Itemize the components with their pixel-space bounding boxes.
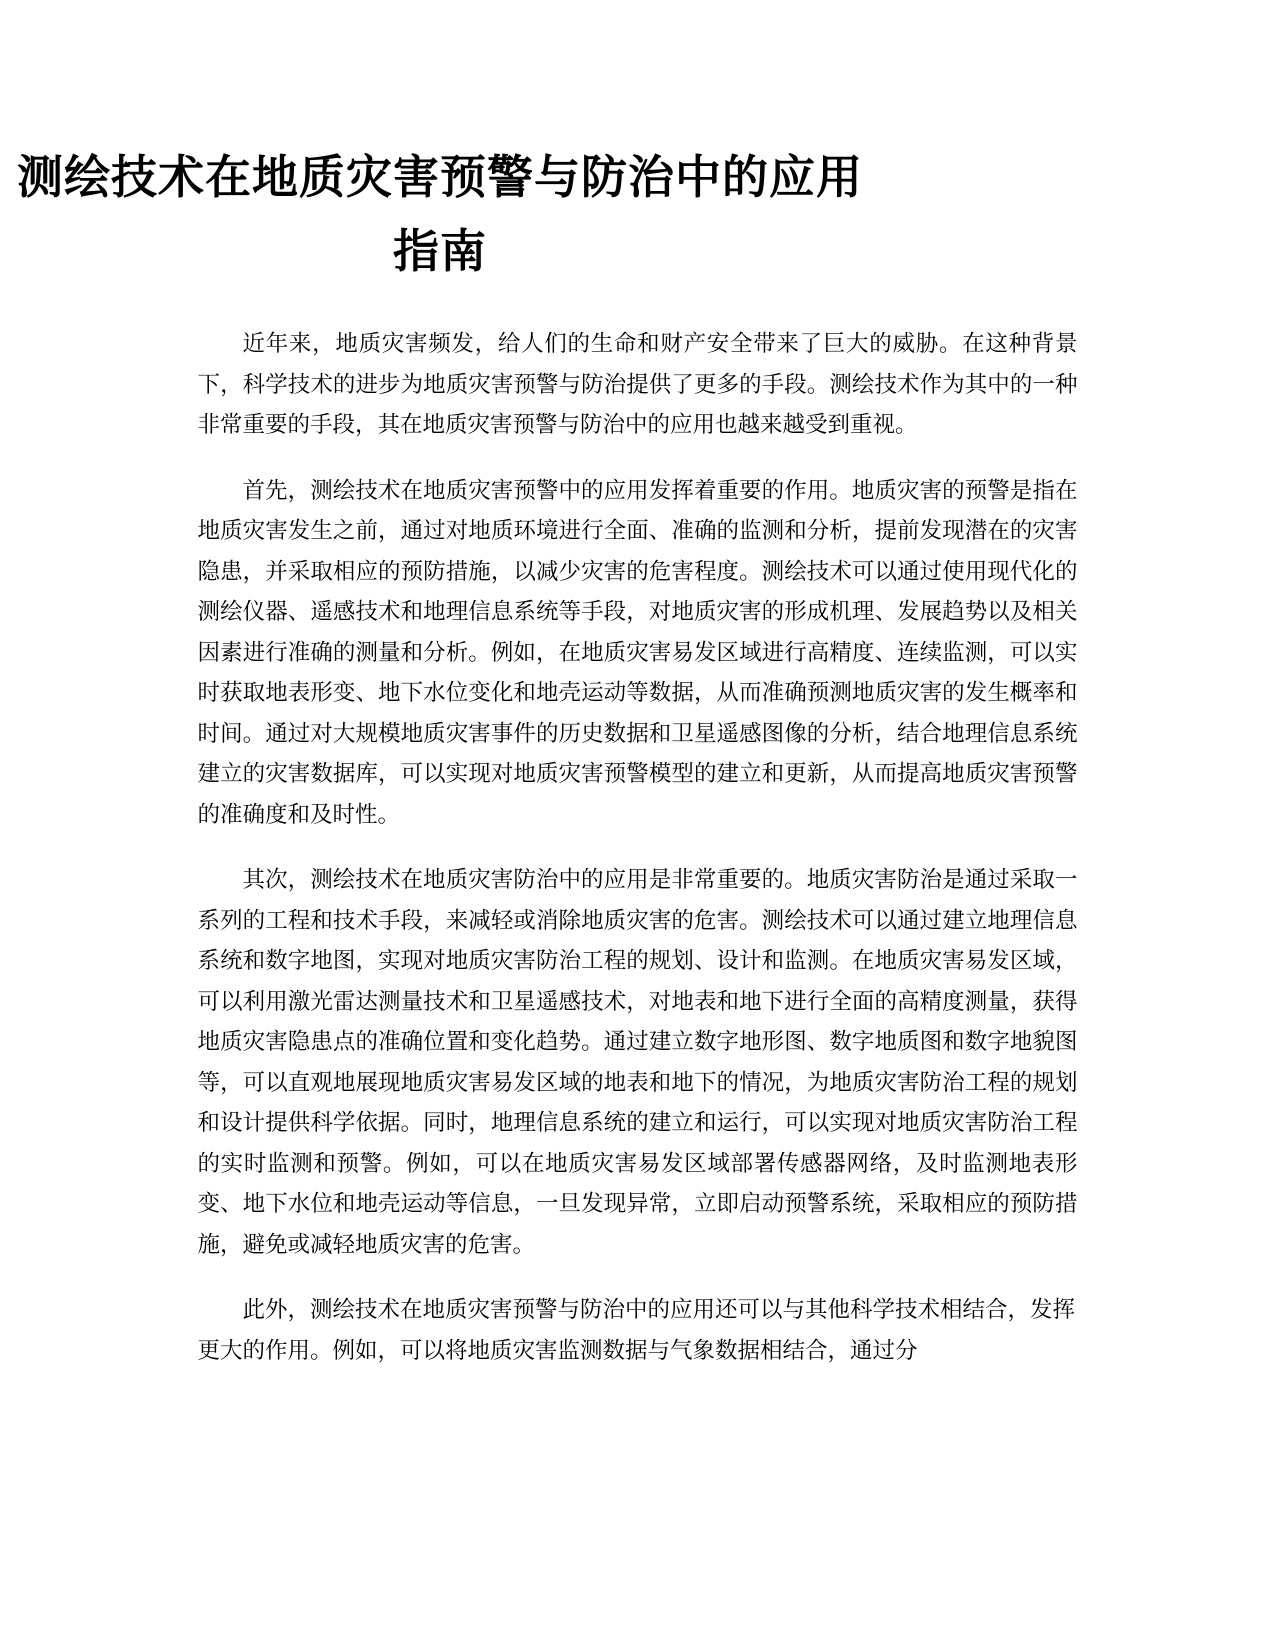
paragraph-integration: 此外，测绘技术在地质灾害预警与防治中的应用还可以与其他科学技术相结合，发挥更大的作用。例如，可以将地质灾害监测数据与气象数据相结合，通过分: [197, 1297, 1076, 1364]
paragraph-intro: 近年来，地质灾害频发，给人们的生命和财产安全带来了巨大的威胁。在这种背景下，科学技术的进步为地质灾害预警与防治提供了更多的手段。测绘技术作为其中的一种非常重要的手段，其在地质灾害预警与防治中的应用也越来越受到重视。: [197, 331, 1078, 438]
paragraph-prevention: 其次，测绘技术在地质灾害防治中的应用是非常重要的。地质灾害防治是通过采取一系列的工程和技术手段，来减轻或消除地质灾害的危害。测绘技术可以通过建立地理信息系统和数字地图，实现对地质灾害防治工程的规划、设计和监测。在地质灾害易发区域，可以利用激光雷达测量技术和卫星遥感技术，对地表和地下进行全面的高精度测量，获得地质灾害隐患点的准确位置和变化趋势。通过建立数字地形图、数字地质图和数字地貌图等，可以直观地展现地质灾害易发区域的地表和地下的情况，为地质灾害防治工程的规划和设计提供科学依据。同时，地理信息系统的建立和运行，可以实现对地质灾害防治工程的实时监测和预警。例如，可以在地质灾害易发区域部署传感器网络，及时监测地表形变、地下水位和地壳运动等信息，一旦发现异常，立即启动预警系统，采取相应的预防措施，避免或减轻地质灾害的危害。: [197, 867, 1078, 1258]
paragraph-warning: 首先，测绘技术在地质灾害预警中的应用发挥着重要的作用。地质灾害的预警是指在地质灾害发生之前，通过对地质环境进行全面、准确的监测和分析，提前发现潜在的灾害隐患，并采取相应的预防措施，以减少灾害的危害程度。测绘技术可以通过使用现代化的测绘仪器、遥感技术和地理信息系统等手段，对地质灾害的形成机理、发展趋势以及相关因素进行准确的测量和分析。例如，在地质灾害易发区域进行高精度、连续监测，可以实时获取地表形变、地下水位变化和地壳运动等数据，从而准确预测地质灾害的发生概率和时间。通过对大规模地质灾害事件的历史数据和卫星遥感图像的分析，结合地理信息系统建立的灾害数据库，可以实现对地质灾害预警模型的建立和更新，从而提高地质灾害预警的准确度和及时性。: [197, 477, 1078, 828]
document-body: [198, 324, 1078, 1371]
document-title: 测绘技术在地质灾害预警与防治中的应用指南: [17, 150, 863, 278]
